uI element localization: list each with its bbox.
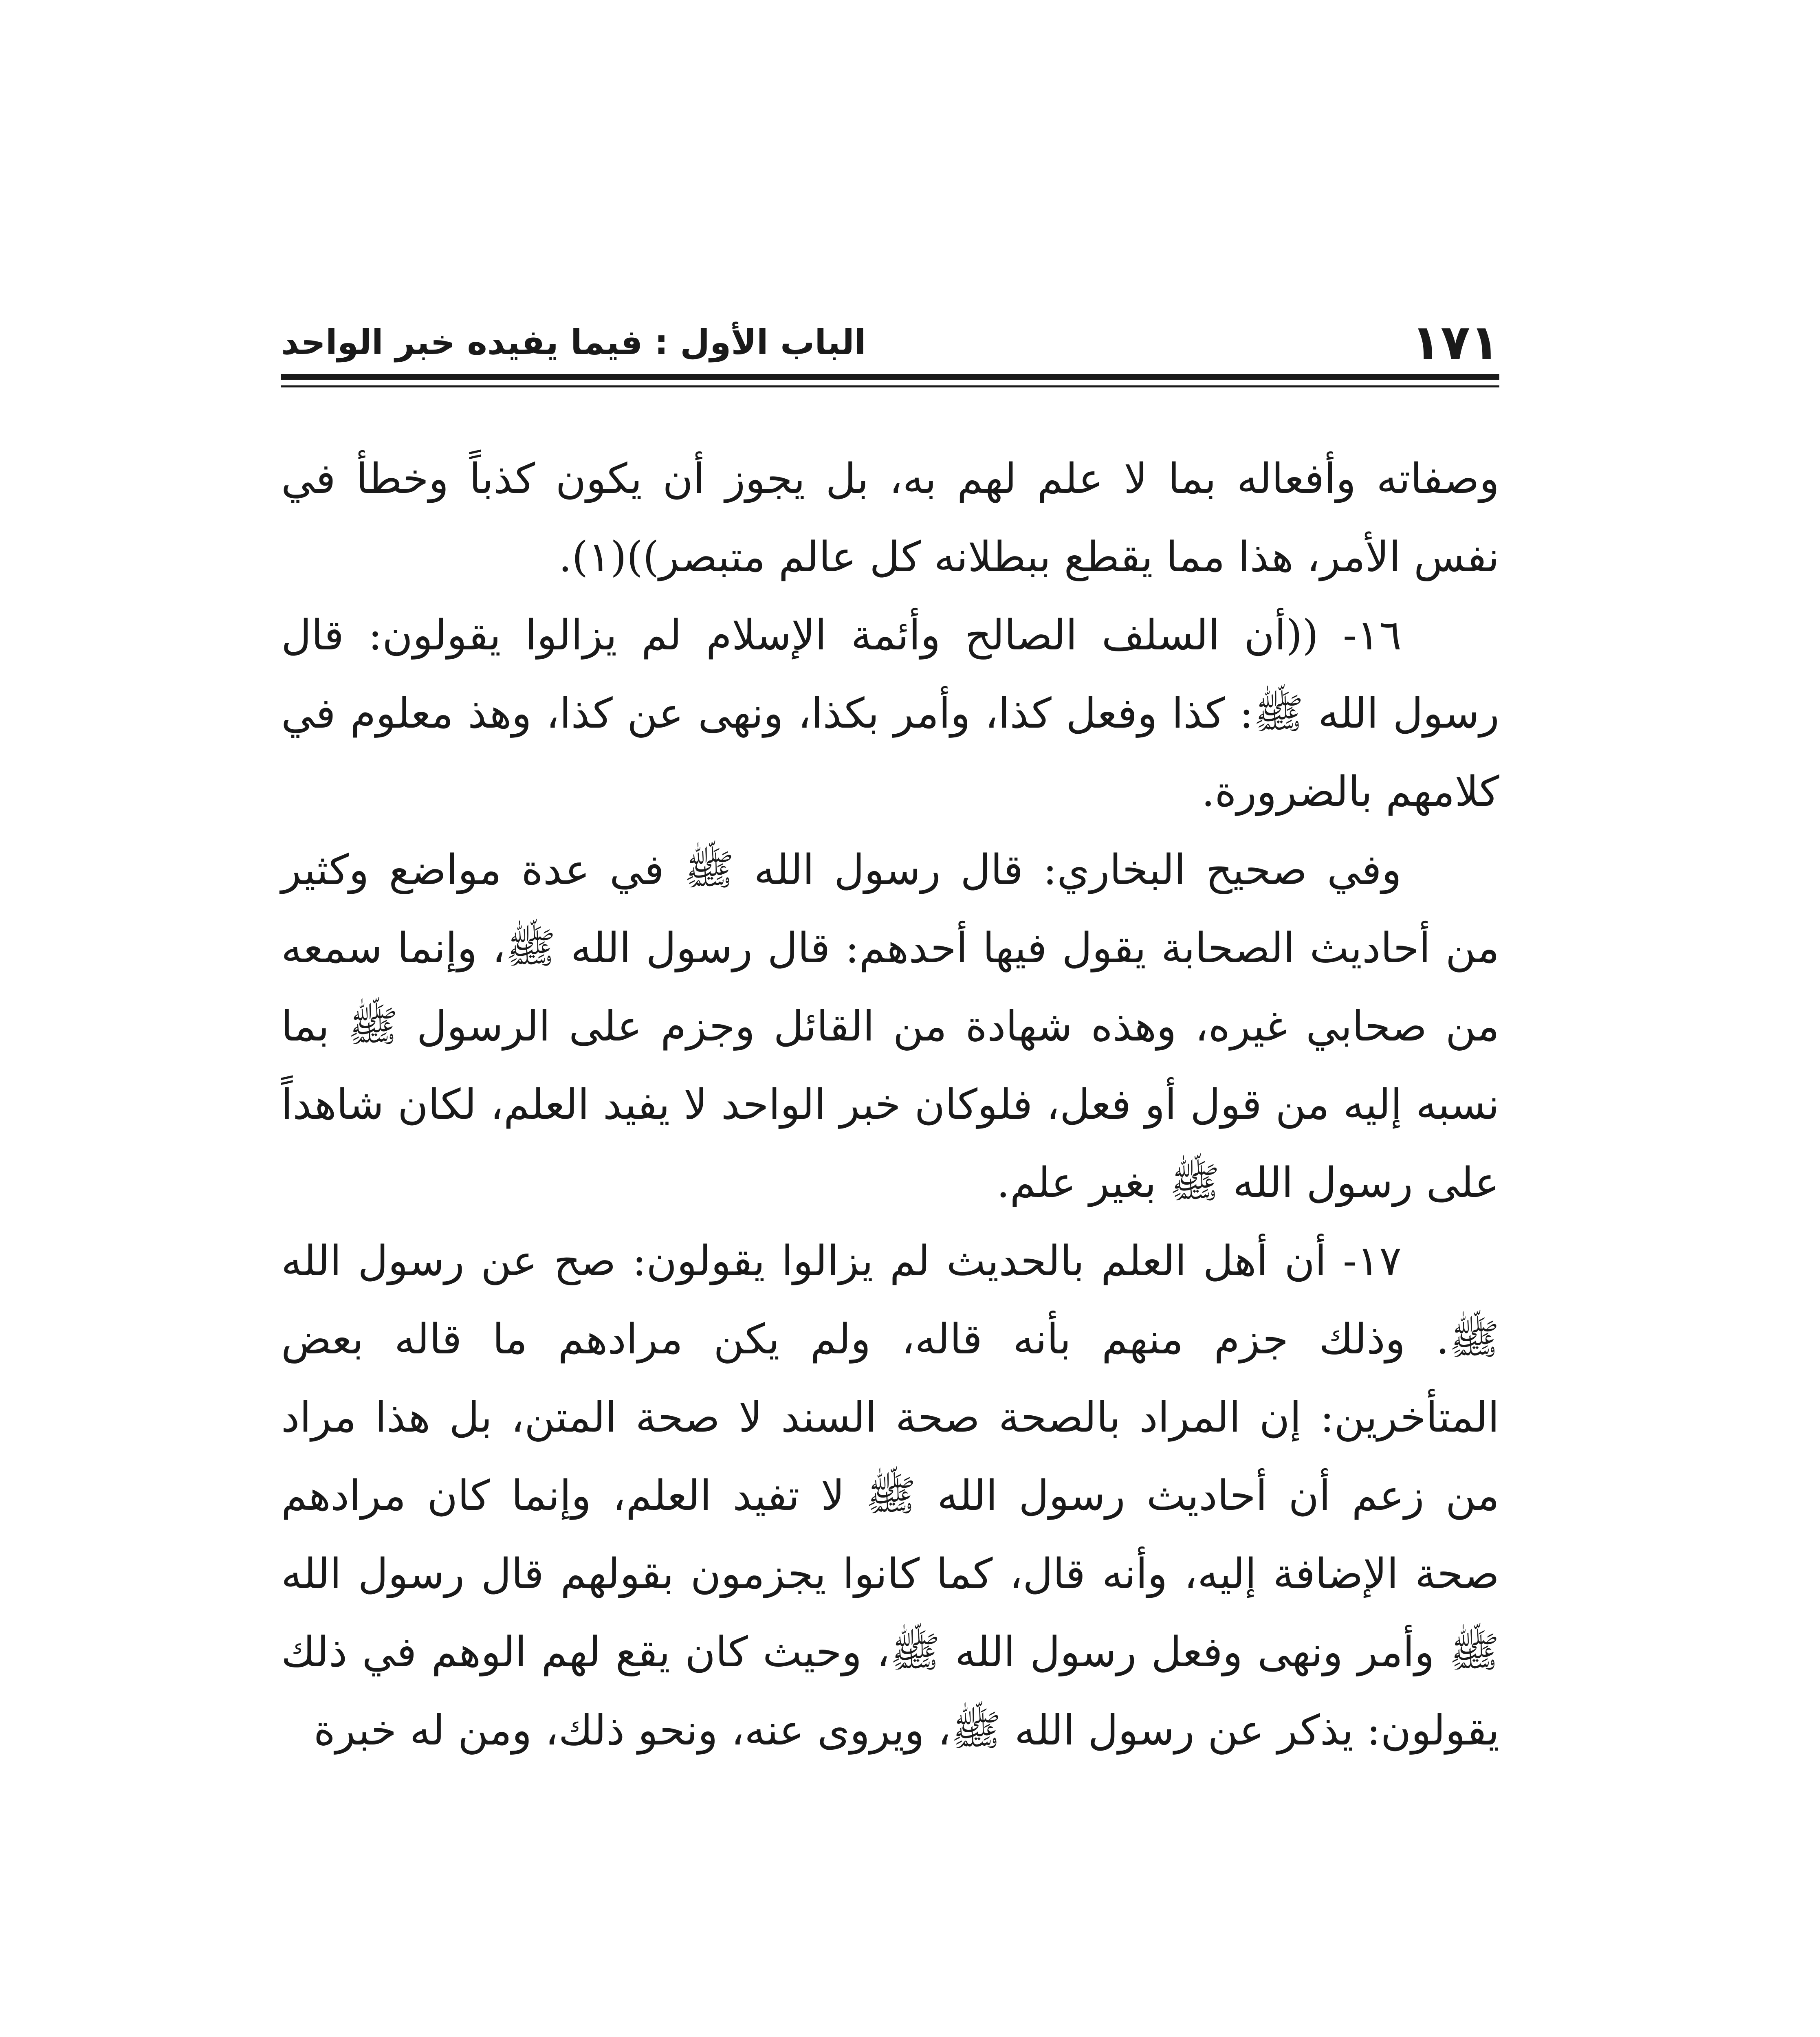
paragraph-point-16: ١٦- ((أن السلف الصالح وأئمة الإسلام لم يزالوا يقولون: قال رسول الله ﷺ: كذا وفعل كذا، وأمر بكذا، ونهى عن كذا، وهذ معلوم في كلامهم بالضرورة. — [281, 611, 1499, 816]
paragraph-bukhari: وفي صحيح البخاري: قال رسول الله ﷺ في عدة مواضع وكثير من أحاديث الصحابة يقول فيها أحدهم: قال رسول الله ﷺ، وإنما سمعه من صحابي غيره، وهذه شهادة من القائل وجزم على الرسول ﷺ بما نسبه إليه من قول أو فعل، فلوكان خبر الواحد لا يفيد العلم، لكان شاهداً على رسول الله ﷺ بغير علم. — [281, 846, 1499, 1207]
header-rule-thin — [281, 385, 1499, 387]
paragraph-continuation: وصفاته وأفعاله بما لا علم لهم به، بل يجوز أن يكون كذباً وخطأ في نفس الأمر، هذا مما يقطع ببطلانه كل عالم متبصر))(١). — [281, 455, 1499, 581]
header-rule-thick — [281, 374, 1499, 380]
page-header — [281, 314, 1499, 371]
paragraph-point-17: ١٧- أن أهل العلم بالحديث لم يزالوا يقولون: صح عن رسول الله ﷺ. وذلك جزم منهم بأنه قاله، ولم يكن مرادهم ما قاله بعض المتأخرين: إن المراد بالصحة صحة السند لا صحة المتن، بل هذا مراد من زعم أن أحاديث رسول الله ﷺ لا تفيد العلم، وإنما كان مرادهم صحة الإضافة إليه، وأنه قال، كما كانوا يجزمون بقولهم قال رسول الله ﷺ وأمر ونهى وفعل رسول الله ﷺ، وحيث كان يقع لهم الوهم في ذلك يقولون: يذكر عن رسول الله ﷺ، ويروى عنه، ونحو ذلك، ومن له خبرة — [281, 1237, 1499, 1755]
body-text — [281, 440, 1499, 1770]
running-title: الباب الأول : فيما يفيده خبر الواحد — [281, 322, 866, 362]
page-number: ١٧١ — [1411, 314, 1499, 370]
